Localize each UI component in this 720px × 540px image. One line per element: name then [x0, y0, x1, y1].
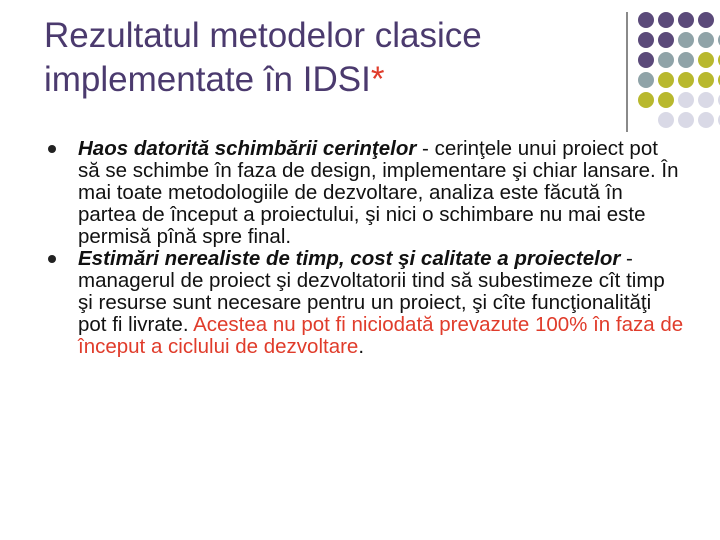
decorative-dot — [658, 12, 674, 28]
bullet-item — [44, 248, 684, 358]
decorative-dot — [698, 92, 714, 108]
decorative-dot — [658, 72, 674, 88]
decorative-dot — [638, 92, 654, 108]
slide-title — [44, 14, 604, 102]
bullet-end: . — [358, 335, 365, 358]
slide-title-text: Rezultatul metodelor clasice implementate în IDSI — [44, 16, 482, 99]
decorative-dot — [638, 12, 654, 28]
decorative-dot — [638, 32, 654, 48]
title-asterisk: * — [370, 60, 385, 99]
decorative-dot — [698, 52, 714, 68]
bullet-lead: Haos datorită schimbării cerinţelor — [78, 137, 417, 160]
decorative-dot — [698, 12, 714, 28]
decorative-dot — [658, 92, 674, 108]
decorative-dot-grid — [638, 12, 720, 132]
decorative-dot — [698, 72, 714, 88]
decorative-dot — [678, 92, 694, 108]
decorative-dot — [658, 32, 674, 48]
decorative-dot — [698, 112, 714, 128]
decorative-dot — [678, 32, 694, 48]
bullet-text: - cerinţele unui proiect pot să se schimbe în faza de design, implementare şi chiar lansare. În mai toate metodologiile de dezvoltare, analiza este făcută în partea de început a proiectului, şi nici o schimbare nu mai este permisă pînă spre final. — [78, 137, 679, 248]
decorative-dot — [678, 12, 694, 28]
bullet-item — [44, 138, 684, 248]
decorative-divider — [626, 12, 628, 132]
decorative-dot — [658, 52, 674, 68]
bullet-dot-icon — [48, 145, 56, 153]
bullet-dot-icon — [48, 255, 56, 263]
decorative-dot — [678, 52, 694, 68]
decorative-dot — [698, 32, 714, 48]
bullet-text: - managerul de proiect şi dezvoltatorii tind să subestimeze cît timp şi resurse sunt necesare pentru un proiect, şi cîte funcţionalităţi pot fi livrate. — [78, 247, 665, 336]
decorative-dot — [678, 112, 694, 128]
decorative-dot — [638, 112, 654, 128]
bullet-lead: Estimări nerealiste de timp, cost şi calitate a proiectelor — [78, 247, 621, 270]
bullet-highlight: Acestea nu pot fi niciodată prevazute 100% în faza de început a ciclului de dezvoltare — [78, 313, 684, 358]
decorative-dot — [638, 72, 654, 88]
decorative-dot — [658, 112, 674, 128]
decorative-dot — [638, 52, 654, 68]
decorative-dot — [678, 72, 694, 88]
bullet-list — [44, 138, 684, 358]
